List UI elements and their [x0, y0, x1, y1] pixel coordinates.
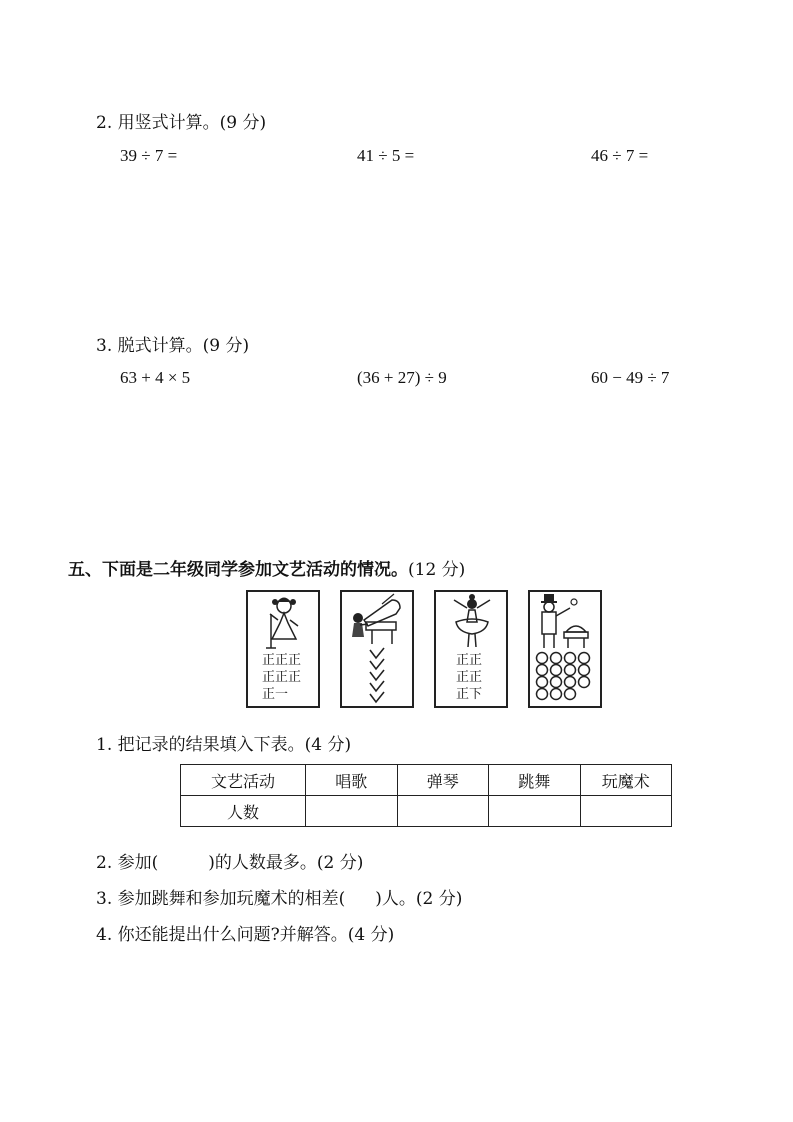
activity-card-piano: [340, 590, 414, 708]
section5-score: (12 分): [408, 560, 466, 580]
table-header: 玩魔术: [580, 765, 672, 796]
sub4-title: 4. 你还能提出什么问题?并解答。(4 分): [96, 925, 395, 945]
q2-title: 2. 用竖式计算。(9 分): [96, 113, 267, 133]
tally-singing: [262, 652, 301, 703]
table-row-label: 人数: [181, 796, 306, 827]
q3-item-1: 63 + 4 × 5: [120, 368, 191, 387]
q2-item-2: 41 ÷ 5 =: [357, 146, 415, 165]
tally-circle: [537, 665, 548, 676]
sub2-suffix: )的人数最多。(2 分): [208, 853, 364, 873]
tally-circle: [565, 665, 576, 676]
check-mark: [370, 692, 384, 702]
table-header: 唱歌: [306, 765, 398, 796]
answer-cell-magic[interactable]: [580, 796, 672, 827]
tally-circle: [551, 653, 562, 664]
check-mark: [370, 681, 384, 691]
table-header: 弹琴: [397, 765, 489, 796]
piano-player-icon: [342, 592, 412, 706]
section5-title: [68, 555, 465, 580]
tally-circle: [537, 677, 548, 688]
section5-title-text: 五、下面是二年级同学参加文艺活动的情况。: [68, 560, 408, 580]
ballet-dancer-icon: [436, 592, 506, 652]
tally-row: 正下: [456, 687, 483, 702]
tally-circle: [537, 689, 548, 700]
answer-cell-singing[interactable]: [306, 796, 398, 827]
tally-circle: [579, 677, 590, 688]
activity-card-singing: [246, 590, 320, 708]
singing-girl-icon: [248, 592, 318, 652]
q3-title: 3. 脱式计算。(9 分): [96, 336, 250, 356]
table-row: [181, 765, 672, 796]
tally-circle: [537, 653, 548, 664]
sub3-prefix: 3. 参加跳舞和参加玩魔术的相差(: [96, 889, 346, 909]
tally-circle: [551, 677, 562, 688]
answer-cell-piano[interactable]: [397, 796, 489, 827]
q3-item-2: (36 + 27) ÷ 9: [357, 368, 447, 387]
check-mark: [370, 648, 384, 658]
tally-row: 正正: [456, 670, 483, 685]
magician-icon: [530, 592, 600, 706]
q3-item-3: 60 − 49 ÷ 7: [591, 368, 670, 387]
tally-row: 正正正: [262, 653, 302, 668]
answer-cell-dancing[interactable]: [489, 796, 581, 827]
check-mark: [370, 670, 384, 680]
circle-tally: [537, 653, 590, 700]
q2-item-3: 46 ÷ 7 =: [591, 146, 649, 165]
tally-circle: [551, 665, 562, 676]
sub3: [96, 884, 462, 909]
table-row: [181, 796, 672, 827]
table-header: 跳舞: [489, 765, 581, 796]
table-header: 文艺活动: [181, 765, 306, 796]
results-table: [180, 764, 672, 827]
sub1-title: 1. 把记录的结果填入下表。(4 分): [96, 735, 352, 755]
sub2-prefix: 2. 参加(: [96, 853, 159, 873]
activity-card-magic: [528, 590, 602, 708]
tally-circle: [565, 677, 576, 688]
sub3-suffix: )人。(2 分): [375, 889, 463, 909]
activity-card-dancing: [434, 590, 508, 708]
check-mark: [370, 659, 384, 669]
q2-item-1: 39 ÷ 7 =: [120, 146, 178, 165]
tally-circle: [579, 653, 590, 664]
tally-row: 正一: [262, 687, 289, 702]
tally-circle: [565, 689, 576, 700]
tally-circle: [579, 665, 590, 676]
tally-row: 正正正: [262, 670, 302, 685]
tally-row: 正正: [456, 653, 483, 668]
tally-circle: [565, 653, 576, 664]
check-marks: [370, 648, 384, 702]
tally-dancing: [456, 652, 482, 703]
sub2: [96, 848, 363, 873]
tally-circle: [551, 689, 562, 700]
